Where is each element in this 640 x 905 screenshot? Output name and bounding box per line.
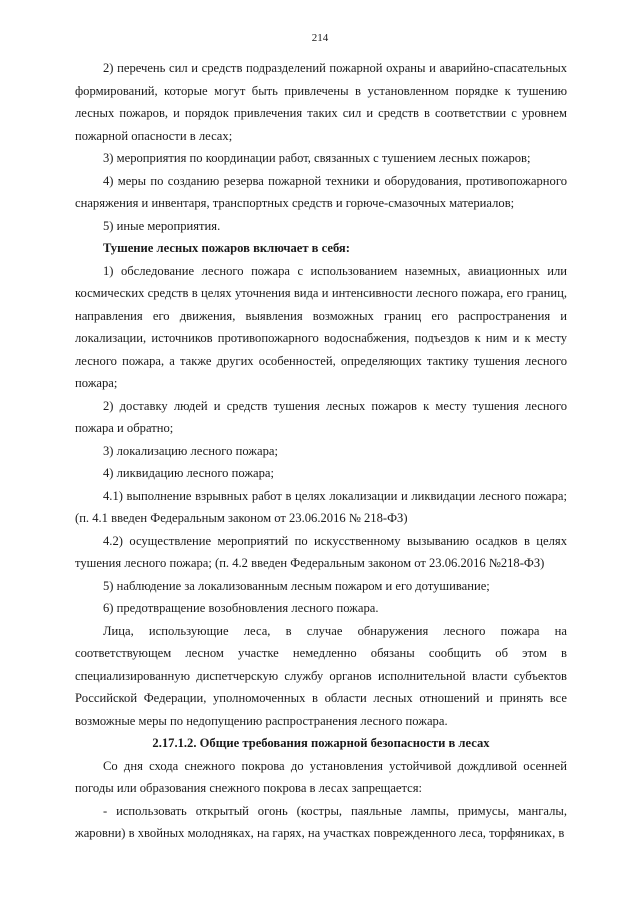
page-number: 214 [311, 32, 329, 44]
paragraph: 1) обследование лесного пожара с использованием наземных, авиационных или космических средств в целях уточнения вида и интенсивности лесного пожара, его границ, направления его движения, выявления возможных границ его распространения и локализации, источников противопожарного водоснабжения, подъездов к ним и к месту лесного пожара, а также других особенностей, определяющих тактику тушения лесного пожара; [75, 263, 567, 390]
paragraph: 2) доставку людей и средств тушения лесных пожаров к месту тушения лесного пожара и обратно; [75, 398, 567, 435]
paragraph: - использовать открытый огонь (костры, паяльные лампы, примусы, мангалы, жаровни) в хвойных молодняках, на гарях, на участках поврежденного леса, торфяниках, в [75, 803, 567, 840]
page-body [75, 57, 567, 845]
paragraph: 3) локализацию лесного пожара; [103, 443, 278, 458]
paragraph: 4) ликвидацию лесного пожара; [103, 466, 275, 480]
paragraph: 4.1) выполнение взрывных работ в целях локализации и ликвидации лесного пожара;(п. 4.1 введен Федеральным законом от 23.06.2016 № 218-ФЗ) [75, 488, 567, 525]
paragraph: 2) перечень сил и средств подразделений пожарной охраны и аварийно-спасательных формирований, которые могут быть привлечены в установленном порядке к тушению лесных пожаров, и порядок привлечения таких сил и средств в соответствии с уровнем пожарной опасности в лесах; [75, 61, 567, 143]
paragraph: Лица, использующие леса, в случае обнаружения лесного пожара на соответствующем лесном участке немедленно обязаны сообщить об этом в специализированную диспетчерскую службу органов исполнительной власти субъектов Российской Федерации, уполномоченных в области лесных отношений и принять все возможные меры по недопущению распространения лесного пожара. [75, 623, 567, 728]
paragraph: 6) предотвращение возобновления лесного пожара. [103, 601, 379, 615]
bold-paragraph: Тушение лесных пожаров включает в себя: [103, 241, 350, 255]
paragraph: 3) мероприятия по координации работ, связанных с тушением лесных пожаров; [103, 151, 531, 165]
paragraph: 5) иные мероприятия. [103, 218, 221, 233]
paragraph: 5) наблюдение за локализованным лесным пожаром и его дотушивание; [103, 578, 490, 593]
paragraph: 4.2) осуществление мероприятий по искусственному вызыванию осадков в целях тушения лесного пожара; (п. 4.2 введен Федеральным законом от 23.06.2016 №218-ФЗ) [75, 533, 567, 570]
paragraph: 4) меры по созданию резерва пожарной техники и оборудования, противопожарного снаряжения и инвентаря, транспортных средств и горюче-смазочных материалов; [75, 173, 567, 210]
paragraph: Со дня схода снежного покрова до установления устойчивой дождливой осенней погоды или образования снежного покрова в лесах запрещается: [75, 758, 567, 795]
section-heading: 2.17.1.2. Общие требования пожарной безопасности в лесах [152, 736, 490, 750]
